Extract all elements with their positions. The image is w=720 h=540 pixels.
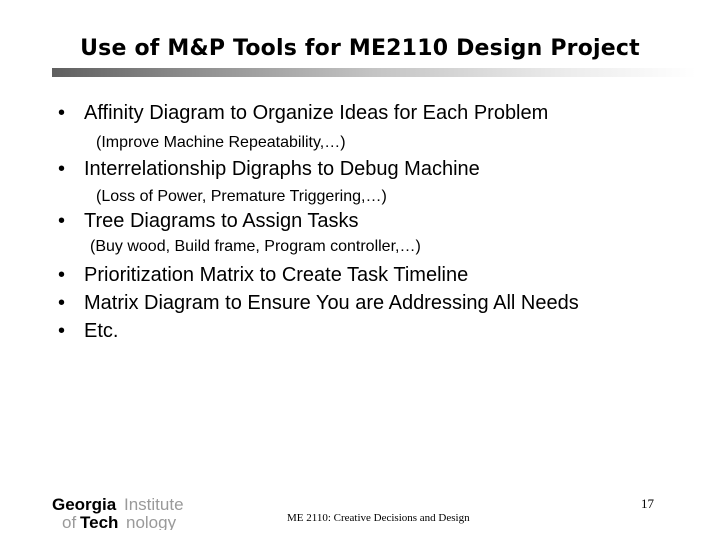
logo-georgia: Georgia: [52, 495, 117, 514]
georgia-tech-logo: [52, 494, 212, 530]
bullet-item: [58, 102, 548, 125]
bullet-item: [58, 264, 468, 287]
bullet-item: [58, 210, 359, 233]
bullet-text: Tree Diagrams to Assign Tasks: [84, 210, 359, 232]
bullet-icon: •: [58, 264, 66, 286]
bullet-item: [58, 292, 579, 315]
bullet-text: Interrelationship Digraphs to Debug Machine: [84, 158, 480, 180]
bullet-text: Etc.: [84, 320, 119, 342]
bullet-text: Affinity Diagram to Organize Ideas for Each Problem: [84, 102, 549, 124]
footer-course-text: ME 2110: Creative Decisions and Design: [287, 512, 470, 524]
page-number: 17: [641, 496, 654, 511]
bullet-text: Matrix Diagram to Ensure You are Addressing All Needs: [84, 292, 579, 314]
bullet-text: Prioritization Matrix to Create Task Timeline: [84, 264, 469, 286]
bullet-subtext: (Buy wood, Build frame, Program controller,…): [90, 238, 421, 255]
bullet-icon: •: [58, 158, 66, 180]
bullet-subtext: (Loss of Power, Premature Triggering,…): [96, 188, 387, 205]
logo-institute: Institute: [124, 495, 184, 514]
bullet-icon: •: [58, 102, 66, 124]
logo-of: of: [62, 513, 77, 530]
logo-tech: Tech: [80, 513, 119, 530]
logo-nology: nology: [126, 513, 177, 530]
bullet-item: [58, 158, 480, 181]
slide-title: Use of M&P Tools for ME2110 Design Project: [80, 36, 640, 61]
bullet-item: [58, 320, 118, 343]
title-underline-bar: [52, 68, 696, 77]
bullet-icon: •: [58, 210, 66, 232]
bullet-icon: •: [58, 292, 66, 314]
bullet-subtext: (Improve Machine Repeatability,…): [96, 134, 346, 151]
bullet-icon: •: [58, 320, 66, 342]
